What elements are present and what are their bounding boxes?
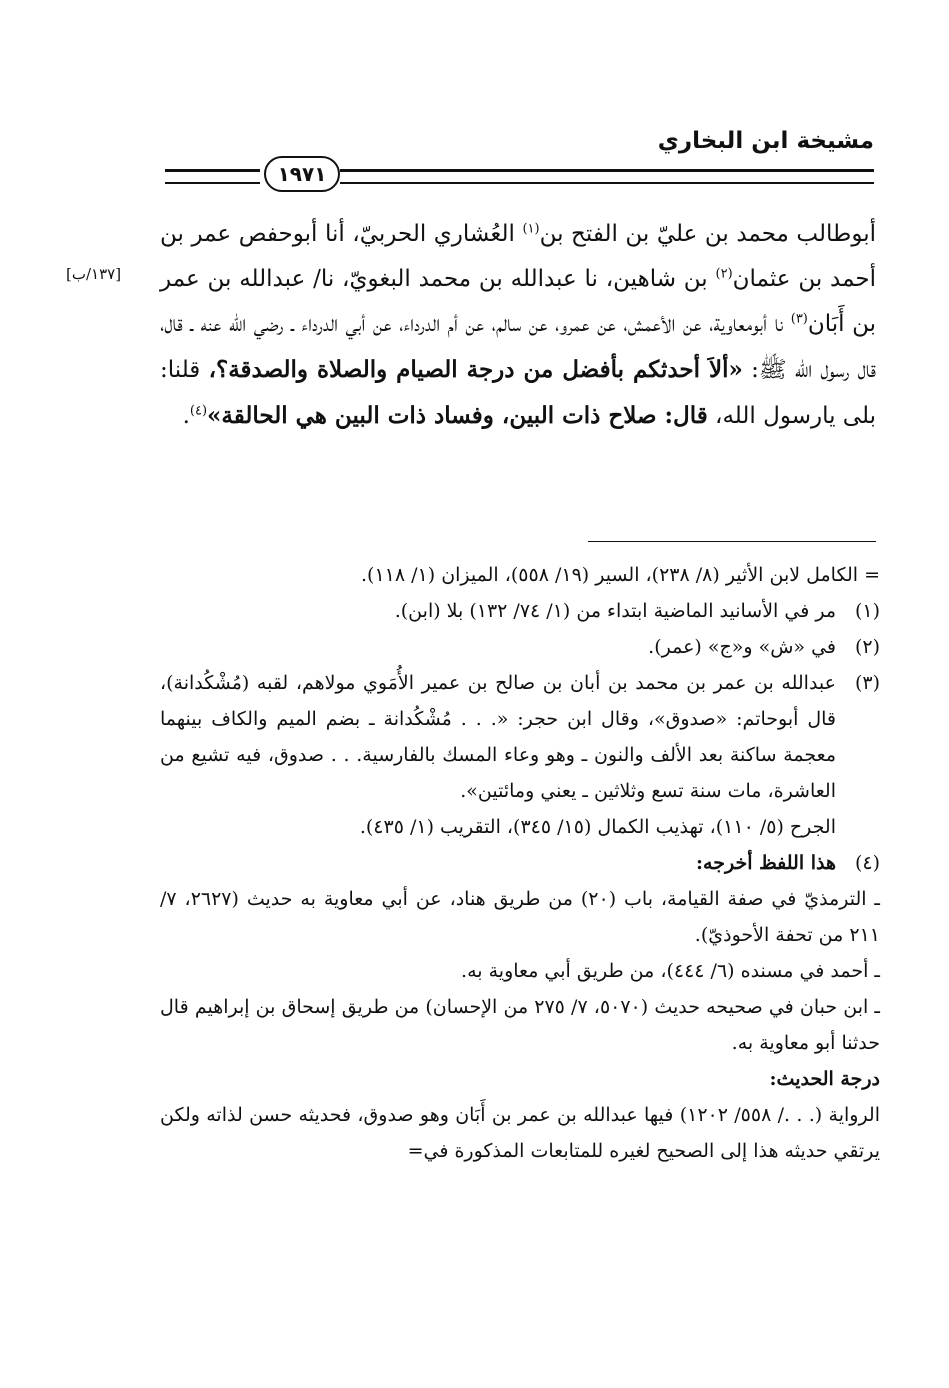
- footnote-2: [160, 629, 880, 665]
- footnote-4-source-ahmad: ـ أحمد في مسنده (٦/ ٤٤٤)، من طريق أبي معاوية به.: [461, 960, 880, 982]
- main-text-segment: أبوطالب محمد بن عليّ بن الفتح بن: [539, 221, 876, 247]
- page-number: ١٩٧١: [264, 156, 340, 192]
- footnote-separator: [588, 541, 876, 542]
- footnotes-section: [160, 557, 880, 1169]
- footnote-4-source-ibn-hibban: ـ ابن حبان في صحيحه حديث (٥٠٧٠، ٧/ ٢٧٥ من الإحسان) من طريق إسحاق بن إبراهيم قال حدثنا أبو معاوية به.: [160, 996, 881, 1054]
- main-text-segment: العُشاري الحربيّ، أنا أبوحفص عمر بن أحمد بن عثمان: [160, 221, 876, 292]
- footnote-text: [160, 665, 836, 845]
- footnote-marker: (٣): [790, 311, 808, 327]
- header-rule-left: [165, 169, 260, 184]
- footnote-3: [160, 665, 880, 845]
- footnote-continuation: = الكامل لابن الأثير (٨/ ٢٣٨)، السير (١٩/ ٥٥٨)، الميزان (١/ ١١٨).: [361, 564, 880, 586]
- footnote-text: مر في الأسانيد الماضية ابتداء من (١/ ٧٤/ ١٣٢) بلا (ابن).: [394, 600, 836, 622]
- footnote-1: [160, 593, 880, 629]
- footnote-4-source-tirmidhi: ـ الترمذيّ في صفة القيامة، باب (٢٠) من طريق هناد، عن أبي معاوية به حديث (٢٦٢٧، ٧/ ٢١١ من تحفة الأحوذيّ).: [160, 888, 881, 946]
- footnote-3-biography: عبدالله بن عمر بن محمد بن أبان بن صالح بن عمير الأُمَوي مولاهم، لقبه (مُشْكُدانة)، قال أبوحاتم: «صدوق»، وقال ابن حجر: «. . . مُشْكُدانة ـ بضم الميم والكاف بينهما معجمة ساكنة بعد الألف والنون ـ وهو وعاء المسك بالفارسية. . . صدوق، فيه تشيع من العاشرة، مات سنة تسع وثلاثين ـ يعني ومائتين».: [160, 672, 836, 802]
- hadith-text-bold: «ألاَ أحدثكم بأفضل من درجة الصيام والصلاة والصدقة؟،: [208, 356, 743, 383]
- running-header-title: مشيخة ابن البخاري: [657, 128, 874, 154]
- footnote-4-grade-heading: درجة الحديث:: [769, 1068, 880, 1090]
- footnote-4: [160, 845, 880, 881]
- main-text-segment: .: [182, 403, 190, 429]
- footnote-number: (٣): [854, 672, 880, 694]
- footnote-3-references: الجرح (٥/ ١١٠)، تهذيب الكمال (١٥/ ٣٤٥)، التقريب (١/ ٤٣٥).: [359, 816, 836, 838]
- footnote-number: (٢): [854, 636, 880, 658]
- manuscript-folio-reference: [١٣٧/ب]: [66, 265, 122, 283]
- hadith-text-bold: قال: صلاح ذات البين، وفساد ذات البين هي الحالقة»: [207, 402, 708, 429]
- footnote-marker: (٤): [189, 403, 208, 419]
- main-text-segment: نا أبومعاوية، عن الأعمش، عن عمرو، عن سالم، عن أم الدرداء، عن أبي الدرداء ـ رضي الله عنه ـ قال، قال رسول الله ﷺ:: [160, 311, 876, 383]
- footnote-4-grade-text: الرواية (. . ./ ٥٥٨/ ١٢٠٢) فيها عبدالله بن عمر بن أَبَان وهو صدوق، فحديثه حسن لذاته ولكن يرتقي حديثه هذا إلى الصحيح لغيره للمتابعات المذكورة في=: [160, 1104, 880, 1162]
- footnote-marker: (١): [522, 221, 540, 237]
- footnote-number: (١): [854, 600, 880, 622]
- footnote-text: في «ش» و«ج» (عمر).: [648, 636, 836, 658]
- footnote-4-heading: هذا اللفظ أخرجه:: [696, 852, 836, 874]
- main-text-segment: قلنا: بلى يارسول الله،: [160, 357, 876, 429]
- main-text-segment: بن شاهين، نا عبدالله بن محمد البغويّ، نا/ عبدالله بن عمر بن أَبَان: [160, 266, 876, 337]
- header-rule-right: [340, 169, 874, 184]
- main-text-paragraph: [160, 212, 876, 439]
- footnote-marker: (٢): [715, 266, 733, 282]
- footnote-number: (٤): [854, 852, 880, 874]
